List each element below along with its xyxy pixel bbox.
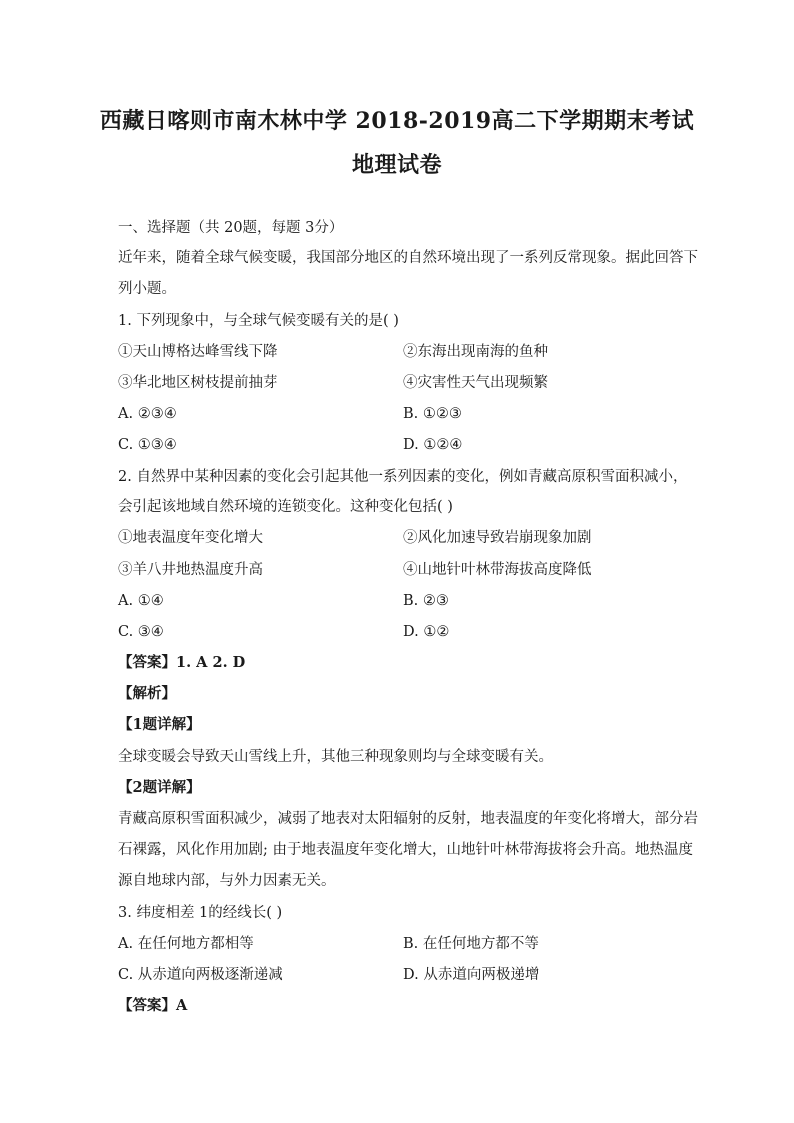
q2-item-2: ②风化加速导致岩崩现象加剧 bbox=[403, 530, 592, 546]
q2-item-3: ③羊八井地热温度升高 bbox=[118, 562, 263, 578]
q2-stem-line-2: 会引起该地域自然环境的连锁变化。这种变化包括( ) bbox=[118, 499, 453, 515]
q1-stem: 1. 下列现象中，与全球气候变暖有关的是( ) bbox=[118, 313, 399, 329]
q3-option-d: D. 从赤道向两极递增 bbox=[403, 967, 540, 983]
q2-option-d: D. ①② bbox=[403, 624, 450, 640]
q1-item-1: ①天山博格达峰雪线下降 bbox=[118, 344, 278, 360]
detail-2-text-line-2: 石裸露，风化作用加剧; 由于地表温度年变化增大，山地针叶林带海拔将会升高。地热温度 bbox=[118, 842, 693, 858]
q3-option-a: A. 在任何地方都相等 bbox=[118, 936, 254, 952]
detail-2-text-line-1: 青藏高原积雪面积减少，减弱了地表对太阳辐射的反射，地表温度的年变化将增大，部分岩 bbox=[118, 811, 698, 827]
q3-option-b: B. 在任何地方都不等 bbox=[403, 936, 539, 952]
section-header: 一、选择题（共 20题，每题 3分） bbox=[118, 220, 344, 236]
q2-option-b: B. ②③ bbox=[403, 593, 449, 609]
detail-2-heading: 【2题详解】 bbox=[118, 779, 201, 796]
analysis-heading: 【解析】 bbox=[118, 685, 176, 702]
q1-option-a: A. ②③④ bbox=[118, 406, 177, 422]
q1-item-4: ④灾害性天气出现频繁 bbox=[403, 375, 548, 391]
q3-stem: 3. 纬度相差 1的经线长( ) bbox=[118, 905, 283, 921]
q1-option-d: D. ①②④ bbox=[403, 437, 463, 453]
q1-item-3: ③华北地区树枝提前抽芽 bbox=[118, 375, 278, 391]
q3-answer: 【答案】A bbox=[118, 997, 188, 1014]
q2-stem-line-1: 2. 自然界中某种因素的变化会引起其他一系列因素的变化，例如青藏高原积雪面积减小， bbox=[118, 469, 688, 485]
q2-option-c: C. ③④ bbox=[118, 624, 164, 640]
q1-option-b: B. ①②③ bbox=[403, 406, 462, 422]
detail-1-text: 全球变暖会导致天山雪线上升，其他三种现象则均与全球变暖有关。 bbox=[118, 749, 553, 765]
q2-option-a: A. ①④ bbox=[118, 593, 164, 609]
q1-option-c: C. ①③④ bbox=[118, 437, 177, 453]
q2-item-4: ④山地针叶林带海拔高度降低 bbox=[403, 562, 592, 578]
detail-2-text-line-3: 源自地球内部，与外力因素无关。 bbox=[118, 873, 336, 889]
answer-line: 【答案】1. A 2. D bbox=[118, 654, 246, 671]
page-title-line-2: 地理试卷 bbox=[351, 152, 442, 178]
q3-option-c: C. 从赤道向两极逐渐递减 bbox=[118, 967, 283, 983]
q1-item-2: ②东海出现南海的鱼种 bbox=[403, 344, 548, 360]
intro-line-2: 列小题。 bbox=[118, 281, 176, 297]
page-title-line-1: 西藏日喀则市南木林中学 2018-2019高二下学期期末考试 bbox=[99, 108, 695, 134]
detail-1-heading: 【1题详解】 bbox=[118, 716, 201, 733]
intro-line-1: 近年来，随着全球气候变暖，我国部分地区的自然环境出现了一系列反常现象。据此回答下 bbox=[118, 250, 698, 266]
q2-item-1: ①地表温度年变化增大 bbox=[118, 530, 263, 546]
